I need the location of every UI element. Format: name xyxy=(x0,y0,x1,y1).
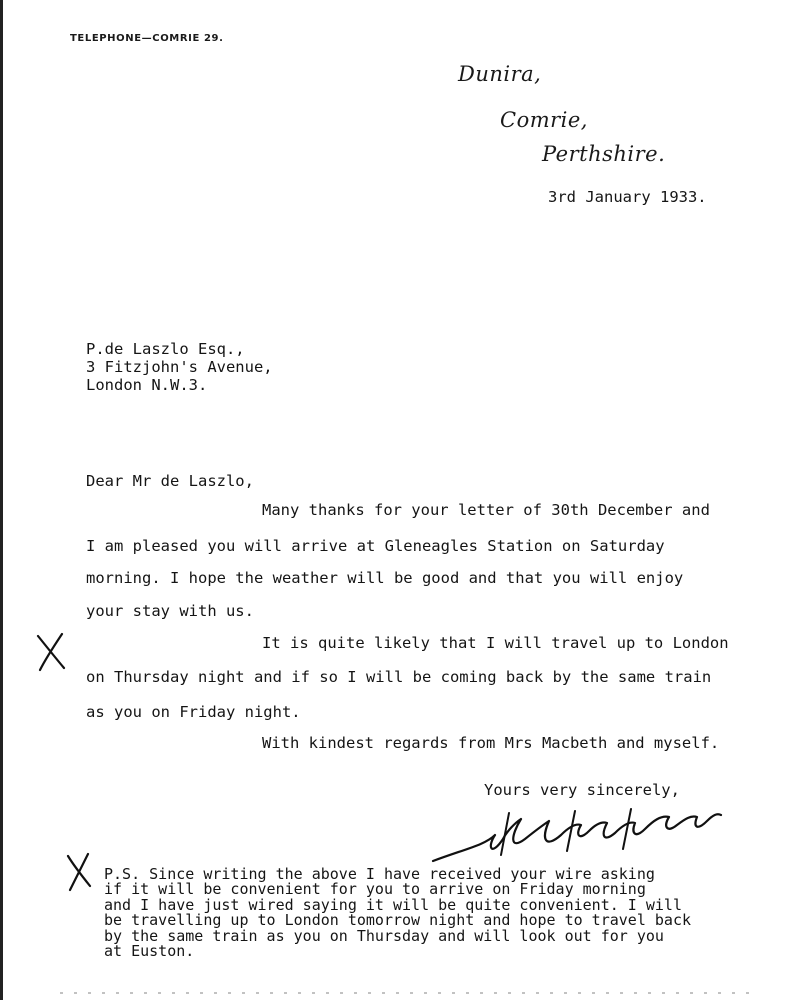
body-line: on Thursday night and if so I will be coming back by the same train xyxy=(86,668,712,686)
postscript-line: by the same train as you on Thursday and will look out for you xyxy=(104,927,664,945)
body-line: as you on Friday night. xyxy=(86,703,301,721)
body-line: I am pleased you will arrive at Gleneagles Station on Saturday xyxy=(86,537,665,555)
scan-artifact-dots xyxy=(60,992,750,994)
margin-cross-mark xyxy=(64,852,94,892)
recipient-line: P.de Laszlo Esq., xyxy=(86,340,245,358)
postscript-line: P.S. Since writing the above I have received your wire asking xyxy=(104,865,655,883)
letter-date: 3rd January 1933. xyxy=(548,188,707,206)
body-line: It is quite likely that I will travel up to London xyxy=(262,634,729,652)
letterhead-town: Comrie, xyxy=(500,108,588,132)
postscript-line: if it will be convenient for you to arrive on Friday morning xyxy=(104,880,646,898)
recipient-line: London N.W.3. xyxy=(86,376,208,394)
body-line: morning. I hope the weather will be good and that you will enjoy xyxy=(86,569,684,587)
recipient-line: 3 Fitzjohn's Avenue, xyxy=(86,358,273,376)
letterhead-telephone: TELEPHONE—COMRIE 29. xyxy=(70,33,224,44)
body-line: With kindest regards from Mrs Macbeth and myself. xyxy=(262,734,720,752)
postscript-line: be travelling up to London tomorrow night and hope to travel back xyxy=(104,911,691,929)
salutation: Dear Mr de Laszlo, xyxy=(86,472,254,490)
letterhead-house: Dunira, xyxy=(458,62,542,86)
closing: Yours very sincerely, xyxy=(484,781,680,799)
postscript-line: at Euston. xyxy=(104,942,195,960)
letterhead-county: Perthshire. xyxy=(542,142,666,166)
postscript-line: and I have just wired saying it will be quite convenient. I will xyxy=(104,896,682,914)
body-line: Many thanks for your letter of 30th December and xyxy=(262,501,710,519)
page-edge xyxy=(0,0,3,1000)
body-line: your stay with us. xyxy=(86,602,254,620)
margin-cross-mark xyxy=(34,632,68,672)
signature xyxy=(425,805,725,867)
